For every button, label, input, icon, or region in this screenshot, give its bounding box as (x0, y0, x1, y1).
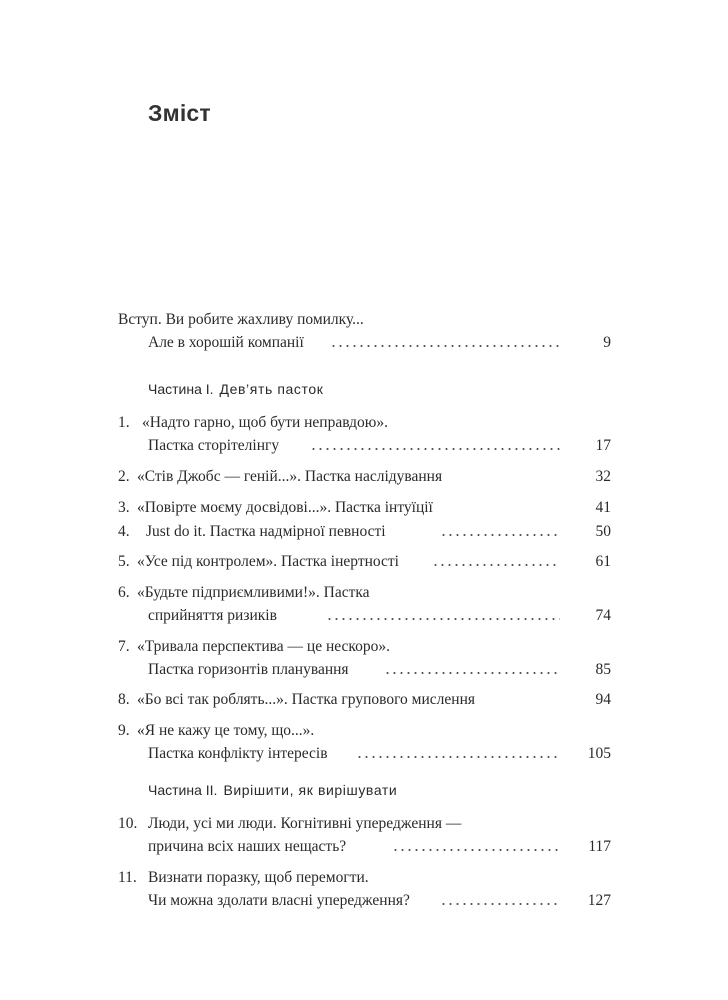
toc-page-number: 9 (603, 334, 611, 351)
toc-entry-number: 4. (118, 523, 130, 540)
toc-page-number: 50 (595, 523, 611, 540)
dot-leader (356, 756, 560, 758)
toc-entry-5 (0, 551, 728, 573)
toc-entry-title: Але в хорошій компанії (148, 334, 304, 351)
dot-leader (440, 534, 560, 536)
toc-entry-4 (0, 521, 728, 543)
part-name: Дев’ять пасток (219, 381, 324, 397)
toc-entry-9-cont (0, 743, 728, 765)
toc-entry-number: 1. (118, 414, 130, 431)
toc-entry-number: 3. (118, 499, 130, 516)
dot-leader (330, 345, 560, 347)
toc-entry-title: Вступ. Ви робите жахливу помилку... (118, 311, 364, 328)
toc-entry-number: 2. (118, 468, 130, 485)
toc-entry-title: «Я не кажу це тому, що...». (137, 722, 315, 739)
part-label: Частина II. (148, 782, 218, 798)
toc-entry-title: «Повірте моєму досвідові...». Пастка інтуїції (137, 499, 433, 516)
toc-page-number: 17 (595, 437, 611, 454)
part-heading-2 (148, 779, 397, 801)
toc-entry-title: Визнати поразку, щоб перемогти. (148, 869, 369, 886)
toc-entry-1 (0, 412, 728, 434)
part-name: Вирішити, як вирішувати (223, 782, 398, 798)
toc-entry-title: «Тривала перспектива — це нескоро». (137, 638, 391, 655)
toc-entry-number: 5. (118, 553, 130, 570)
toc-entry-title: Люди, усі ми люди. Когнітивні упередження — (148, 815, 462, 832)
toc-entry-title: Пастка конфлікту інтересів (148, 745, 328, 762)
toc-entry-number: 10. (118, 815, 138, 832)
toc-entry-title: «Бо всі так роблять...». Пастка групового мислення (137, 691, 475, 708)
toc-entry-title: сприйняття ризиків (148, 607, 277, 624)
toc-page-number: 127 (587, 892, 611, 909)
toc-page-number: 105 (587, 745, 611, 762)
dot-leader (440, 903, 560, 905)
toc-entry-title: Пастка сторітелінгу (148, 437, 280, 454)
toc-page-number: 61 (595, 553, 611, 570)
toc-entry-title: «Усе під контролем». Пастка інертності (137, 553, 399, 570)
toc-entry-number: 11. (118, 869, 137, 886)
toc-entry-title: «Стів Джобс — геній...». Пастка наслідування (137, 468, 443, 485)
toc-entry-title: Just do it. Пастка надмірної певності (146, 523, 386, 540)
toc-entry-title: Пастка горизонтів планування (148, 661, 349, 678)
toc-entry-11-cont (0, 890, 728, 912)
toc-entry-number: 6. (118, 584, 130, 601)
toc-page-number: 94 (595, 691, 611, 708)
toc-entry-intro (0, 309, 728, 331)
dot-leader (384, 672, 560, 674)
toc-entry-title: «Надто гарно, щоб бути неправдою». (142, 414, 388, 431)
toc-entry-8 (0, 689, 728, 711)
toc-entry-2 (0, 466, 728, 488)
toc-entry-11 (0, 867, 728, 889)
page-title: Зміст (148, 100, 211, 126)
toc-entry-intro-cont (0, 332, 728, 354)
toc-entry-1-cont (0, 435, 728, 457)
toc-entry-3 (0, 497, 728, 519)
part-heading-1 (148, 378, 323, 400)
toc-page-number: 85 (595, 661, 611, 678)
toc-entry-title: «Будьте підприємливими!». Пастка (137, 584, 370, 601)
toc-page-number: 117 (588, 838, 611, 855)
toc-page-number: 74 (595, 607, 611, 624)
toc-entry-7-cont (0, 659, 728, 681)
dot-leader (310, 448, 560, 450)
toc-entry-title: Чи можна здолати власні упередження? (148, 892, 410, 909)
dot-leader (326, 618, 560, 620)
toc-entry-number: 7. (118, 638, 130, 655)
dot-leader (432, 564, 560, 566)
toc-entry-title: причина всіх наших нещасть? (148, 838, 347, 855)
toc-entry-10 (0, 813, 728, 835)
toc-entry-9 (0, 720, 728, 742)
toc-entry-number: 8. (118, 691, 130, 708)
toc-entry-number: 9. (118, 722, 130, 739)
toc-entry-6-cont (0, 605, 728, 627)
part-label: Частина I. (148, 381, 214, 397)
dot-leader (392, 849, 560, 851)
toc-entry-10-cont (0, 836, 728, 858)
toc-entry-6 (0, 582, 728, 604)
toc-page-number: 41 (595, 499, 611, 516)
toc-page-number: 32 (595, 468, 611, 485)
toc-entry-7 (0, 636, 728, 658)
